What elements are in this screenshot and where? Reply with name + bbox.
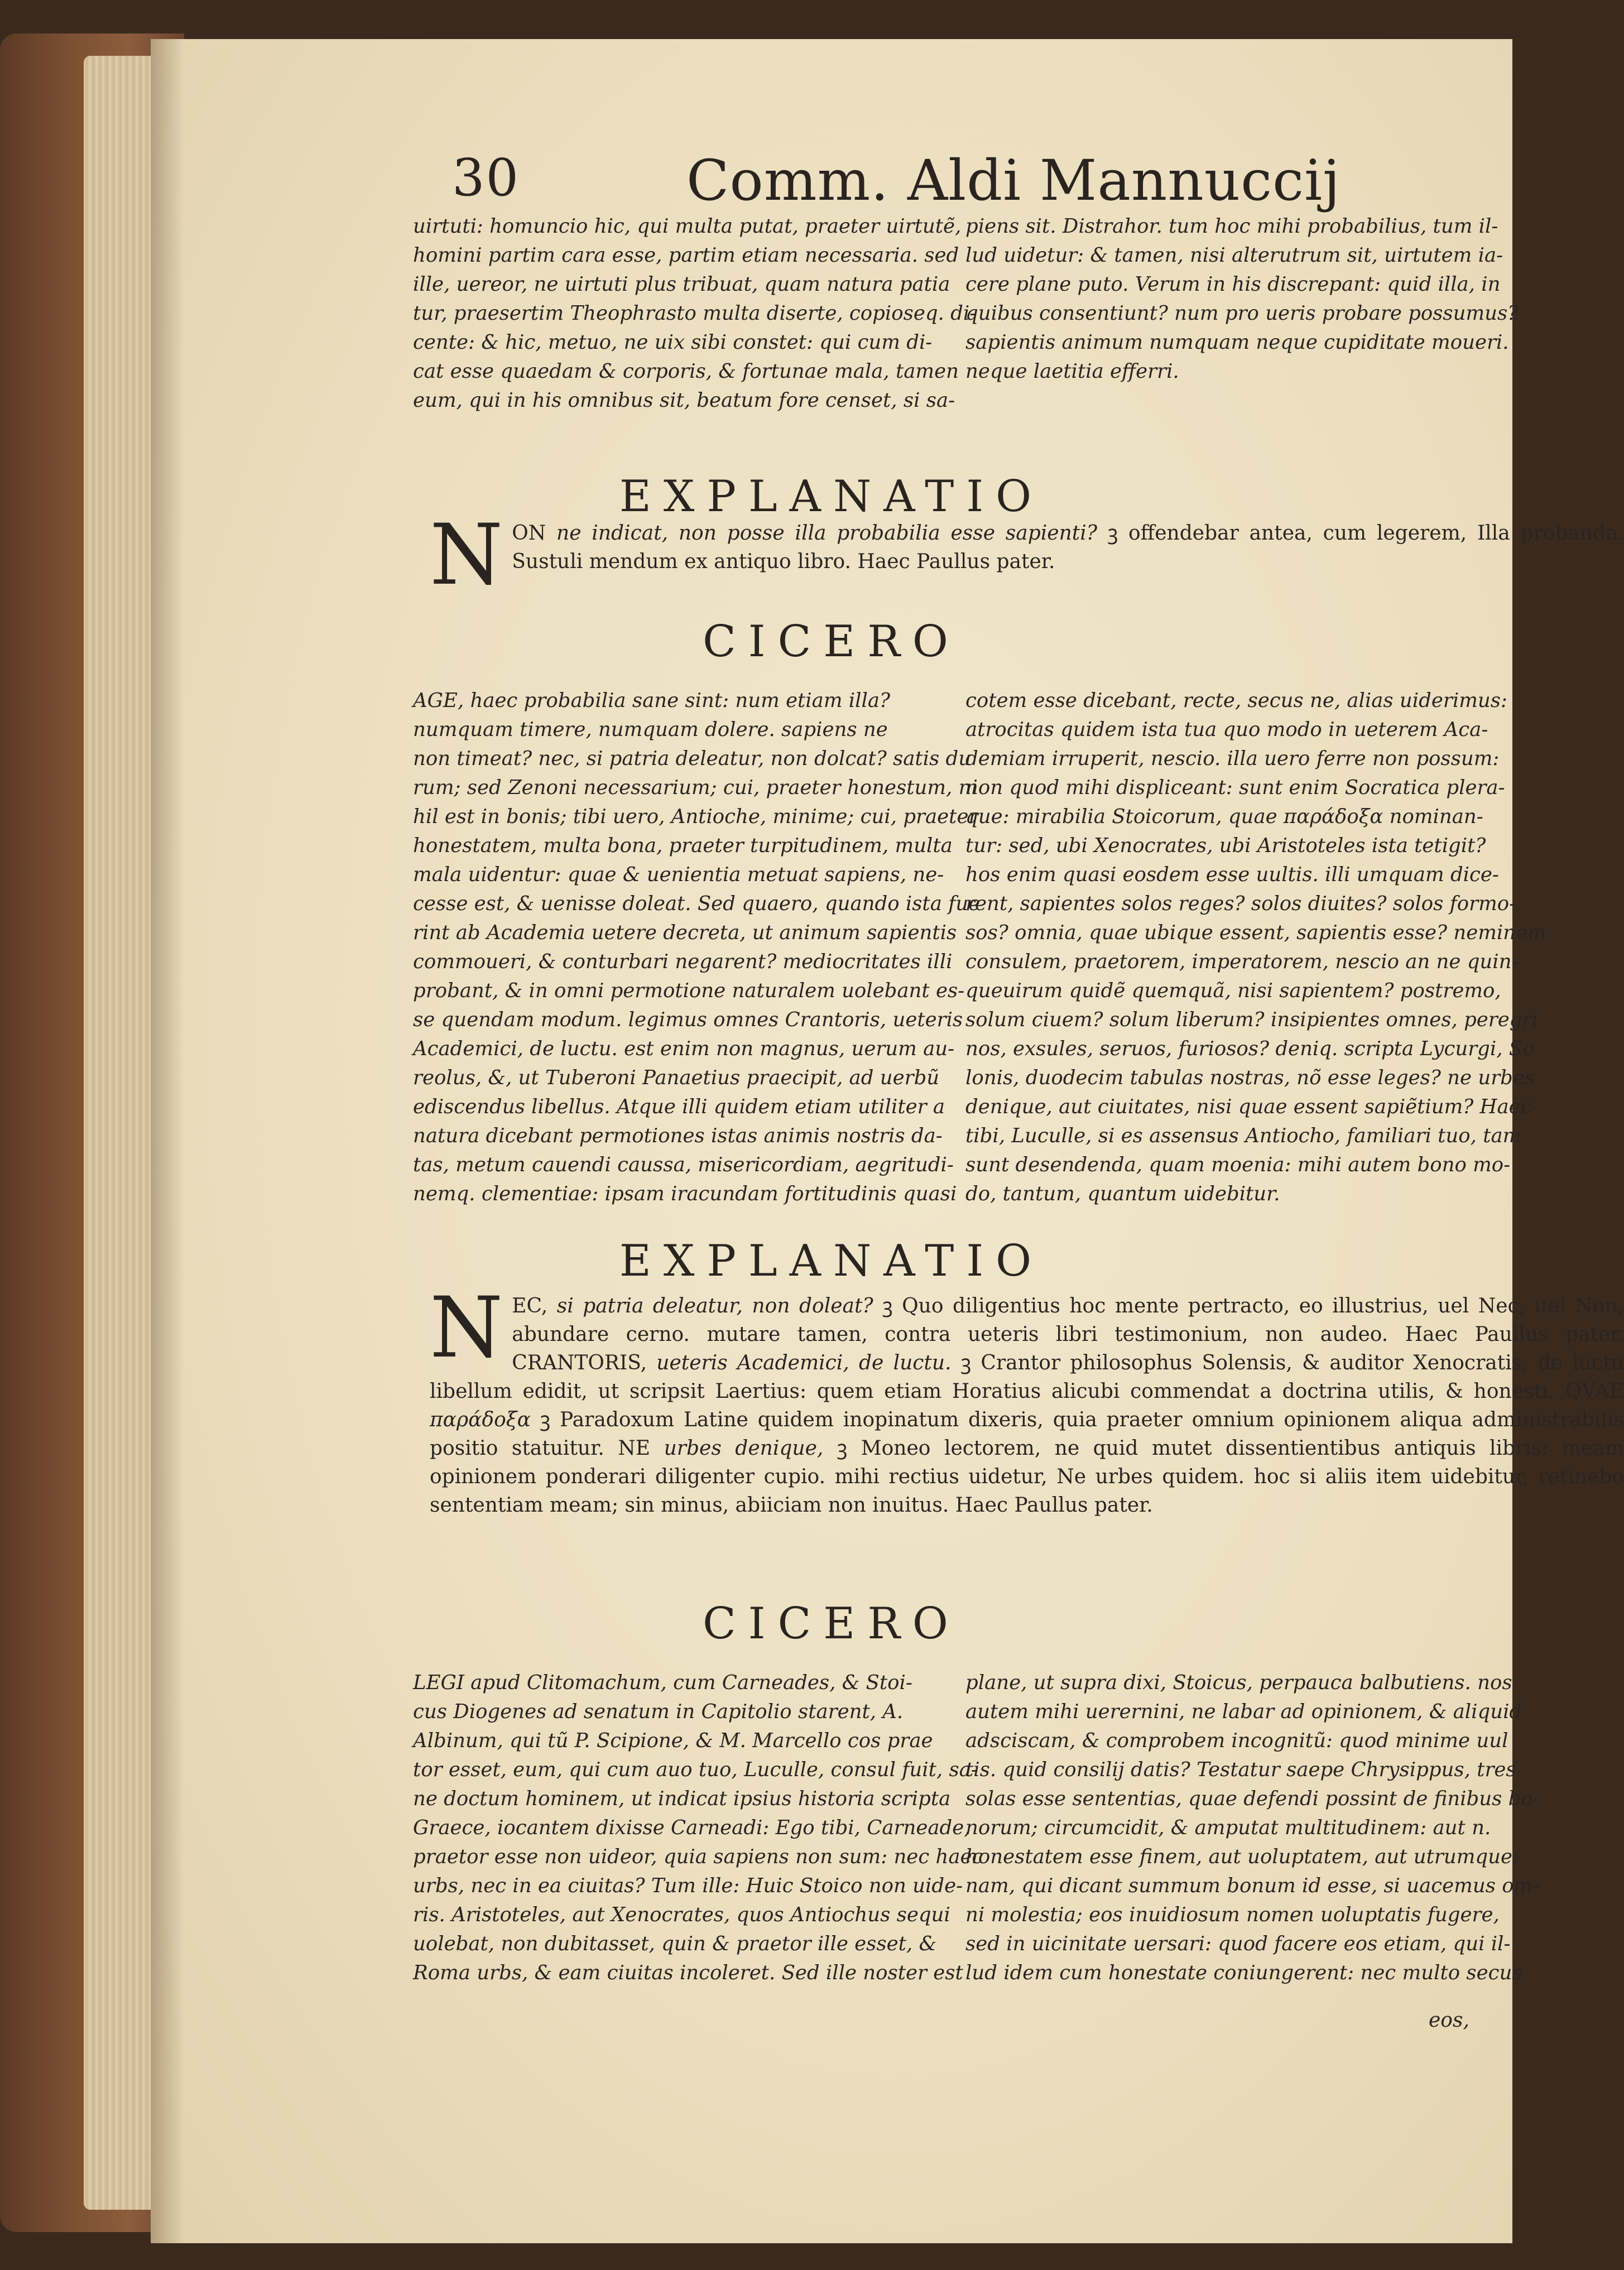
book-page: [151, 39, 1624, 2243]
text-line: LEGI apud Clitomachum, cum Carneades, & Stoi-: [413, 1671, 912, 1694]
text-line: quibus consentiunt? num pro ueris probare possumus?: [965, 302, 1519, 325]
text-line: Graece, iocantem dixisse Carneadi: Ego tibi, Carneade,: [413, 1816, 970, 1839]
explanatio-2-part: ꝫ Crantor philosophus Solensis, & auditor Xenocratis, de luctu libellum edidit, ut scripsit Laertius: quem etiam Horatius alicubi commendat a doctrina utilis, & honesti.: [430, 1352, 1624, 1403]
text-line: nemq. clementiae: ipsam iracundam fortitudinis quasi: [413, 1182, 957, 1205]
text-line: Roma urbs, & eam ciuitas incoleret. Sed ille noster est: [413, 1961, 963, 1984]
text-line: queuirum quidẽ quemquã, nisi sapientem? postremo,: [965, 979, 1501, 1002]
explanatio-1-lemma: ne indicat, non posse illa probabilia esse sapienti?: [556, 522, 1098, 545]
text-line: tur, praesertim Theophrasto multa diserte, copioseq. di-: [413, 302, 977, 325]
text-line: homini partim cara esse, partim etiam necessaria. sed: [413, 244, 959, 267]
text-line: tas, metum cauendi caussa, misericordiam, aegritudi-: [413, 1153, 954, 1176]
text-line: hil est in bonis; tibi uero, Antioche, minime; cui, praeter: [413, 805, 978, 828]
text-line: hos enim quasi eosdem esse uultis. illi umquam dice-: [965, 863, 1499, 886]
explanatio-1-commentary: ꝫ offendebar antea, cum legerem, Illa probanda. Sustuli mendum ex antiquo libro. Haec Paullus pater.: [512, 522, 1624, 573]
text-line: non timeat? nec, si patria deleatur, non dolcat? satis du: [413, 747, 972, 770]
text-line: natura dicebant permotiones istas animis nostris da-: [413, 1124, 943, 1147]
text-line: se quendam modum. legimus omnes Crantoris, ueteris: [413, 1008, 963, 1031]
text-line: tor esset, eum, qui cum auo tuo, Luculle, consul fuit, sa-: [413, 1758, 978, 1781]
text-line: adsciscam, & comprobem incognitũ: quod minime uul: [965, 1729, 1508, 1752]
text-line: rint ab Academia uetere decreta, ut animum sapientis: [413, 921, 957, 944]
text-line: uirtuti: homuncio hic, qui multa putat, praeter uirtutẽ,: [413, 215, 962, 238]
text-line: eum, qui in his omnibus sit, beatum fore censet, si sa-: [413, 389, 955, 412]
text-line: Academici, de luctu. est enim non magnus, uerum au-: [413, 1037, 955, 1060]
text-line: uolebat, non dubitasset, quin & praetor ille esset, &: [413, 1932, 937, 1955]
text-line: non quod mihi displiceant: sunt enim Socratica plera-: [965, 776, 1505, 799]
cicero-1-right-column: [965, 686, 1546, 1209]
text-line: honestatem esse finem, aut uoluptatem, aut utrumque:: [965, 1845, 1519, 1868]
text-line: urbs, nec in ea ciuitas? Tum ille: Huic Stoico non uide-: [413, 1874, 963, 1897]
text-line: atrocitas quidem ista tua quo modo in ueterem Aca-: [965, 718, 1488, 741]
explanatio-2-part: ꝫ Quo diligentius hoc mente pertracto, eo illustrius, uel Nec, uel Non, abundare cerno. mutare tamen, contra ueteris libri testimonium, non audeo. Haec Paullus pater.: [512, 1295, 1624, 1346]
explanatio-heading-2: EXPLANATIO: [619, 1236, 1044, 1286]
text-line: cente: & hic, metuo, ne uix sibi constet: qui cum di-: [413, 331, 933, 354]
explanatio-paragraph-2: [430, 1280, 1624, 1519]
text-line: sunt desendenda, quam moenia: mihi autem bono mo-: [965, 1153, 1511, 1176]
explanatio-2-part: EC,: [512, 1295, 548, 1317]
cicero-section-1: [413, 686, 1546, 1233]
text-line: sed in uicinitate uersari: quod facere eos etiam, qui il-: [965, 1932, 1511, 1955]
text-line: sapientis animum numquam neque cupiditate moueri.: [965, 331, 1509, 354]
explanatio-heading-1: EXPLANATIO: [619, 472, 1044, 522]
text-line: do, tantum, quantum uidebitur.: [965, 1182, 1280, 1205]
text-line: solas esse sententias, quae defendi possint de finibus bo-: [965, 1787, 1540, 1810]
text-line: honestatem, multa bona, praeter turpitudinem, multa: [413, 834, 953, 857]
text-line: lud uidetur: & tamen, nisi alterutrum sit, uirtutem ia-: [965, 244, 1503, 267]
text-line: solum ciuem? solum liberum? insipientes omnes, peregri: [965, 1008, 1538, 1031]
explanatio-1-lead: ON: [512, 522, 557, 545]
explanatio-2-part: si patria deleatur, non doleat?: [547, 1295, 873, 1317]
text-line: cotem esse dicebant, recte, secus ne, alias uiderimus:: [965, 689, 1507, 712]
text-line: cere plane puto. Verum in his discrepant: quid illa, in: [965, 273, 1501, 296]
text-line: ne doctum hominem, ut indicat ipsius historia scripta: [413, 1787, 951, 1810]
explanatio-2-part: CRANTORIS,: [512, 1352, 647, 1374]
text-line: cat esse quaedam & corporis, & fortunae mala, tamen: [413, 360, 959, 383]
cicero-heading-2: CICERO: [703, 1599, 960, 1649]
explanatio-2-part: ꝫ Paradoxum Latine quidem inopinatum dixeris, quia praeter omnium opinionem aliqua administrabilis positio statuitur.: [430, 1408, 1624, 1460]
section-1-left-column: [413, 212, 977, 415]
explanatio-2-part: urbes denique,: [650, 1437, 824, 1460]
catchword: eos,: [1429, 2009, 1469, 2032]
cicero-2-left-column: [413, 1668, 983, 1988]
text-line: consulem, praetorem, imperatorem, nescio an ne quin-: [965, 950, 1519, 973]
text-line: AGE, haec probabilia sane sint: num etiam illa?: [413, 689, 891, 712]
text-line: tis. quid consilij datis? Testatur saepe Chrysippus, tres: [965, 1758, 1516, 1781]
text-line: ni molestia; eos inuidiosum nomen uoluptatis fugere,: [965, 1903, 1500, 1926]
page-number: 30: [452, 148, 520, 208]
section-1-right-column: [965, 212, 1519, 386]
text-line: tur: sed, ubi Xenocrates, ubi Aristoteles ista tetigit?: [965, 834, 1486, 857]
text-line: ediscendus libellus. Atque illi quidem etiam utiliter a: [413, 1095, 945, 1118]
explanatio-2-part: NE: [618, 1437, 651, 1460]
text-line: cus Diogenes ad senatum in Capitolio starent, A.: [413, 1700, 904, 1723]
text-line: lud idem cum honestate coniungerent: nec multo secus: [965, 1961, 1522, 1984]
text-line: norum; circumcidit, & amputat multitudinem: aut n.: [965, 1816, 1491, 1839]
gutter-shadow: [151, 39, 184, 2243]
explanatio-paragraph-1: [430, 507, 1624, 604]
text-line: neque laetitia efferri.: [965, 360, 1179, 383]
explanatio-2-part: παράδοξα: [430, 1408, 531, 1431]
text-line: commoueri, & conturbari negarent? mediocritates illi: [413, 950, 953, 973]
text-line: demiam irruperit, nescio. illa uero ferre non possum:: [965, 747, 1500, 770]
explanatio-2-part: ꝫ Moneo lectorem, ne quid mutet dissentientibus antiquis libris: meam opinionem ponderari diligenter cupio. mihi rectius uidetur, Ne urbes quidem. hoc si aliis item uidebitur, retinebo sententiam meam; sin minus, abiiciam non inuitus. Haec Paullus pater.: [430, 1437, 1624, 1517]
text-line: denique, aut ciuitates, nisi quae essent sapiẽtium? Haec: [965, 1095, 1532, 1118]
text-line: Albinum, qui tũ P. Scipione, & M. Marcello cos prae: [413, 1729, 933, 1752]
cicero-heading-1: CICERO: [703, 617, 960, 667]
text-line: reolus, &, ut Tuberoni Panaetius praecipit, ad uerbũ: [413, 1066, 940, 1089]
text-line: tibi, Luculle, si es assensus Antiocho, familiari tuo, tam: [965, 1124, 1522, 1147]
text-line: piens sit. Distrahor. tum hoc mihi probabilius, tum il-: [965, 215, 1498, 238]
explanatio-2-part: QVAE: [1565, 1380, 1624, 1403]
cicero-2-right-column: [965, 1668, 1540, 1988]
text-line: cesse est, & uenisse doleat. Sed quaero, quando ista fue: [413, 892, 981, 915]
text-line: probant, & in omni permotione naturalem uolebant es-: [413, 979, 965, 1002]
text-line: sos? omnia, quae ubique essent, sapientis esse? neminem: [965, 921, 1546, 944]
drop-cap: N: [430, 1280, 503, 1377]
text-line: rum; sed Zenoni necessarium; cui, praeter honestum, ni: [413, 776, 978, 799]
text-line: praetor esse non uideor, quia sapiens non sum: nec haec: [413, 1845, 983, 1868]
explanatio-2-part: ueteris Academici, de luctu.: [647, 1352, 952, 1374]
text-line: ille, uereor, ne uirtuti plus tribuat, quam natura patia: [413, 273, 950, 296]
cicero-1-left-column: [413, 686, 981, 1209]
text-line: mala uidentur: quae & uenientia metuat sapiens, ne-: [413, 863, 944, 886]
text-line: autem mihi uerernini, ne labar ad opinionem, & aliquid: [965, 1700, 1522, 1723]
cicero-section-2: [413, 1668, 1540, 2014]
text-line: nos, exsules, seruos, furiosos? deniq. scripta Lycurgi, So: [965, 1037, 1535, 1060]
section-1: [413, 212, 1519, 452]
text-line: nam, qui dicant summum bonum id esse, si uacemus om-: [965, 1874, 1540, 1897]
text-line: ris. Aristoteles, aut Xenocrates, quos Antiochus sequi: [413, 1903, 950, 1926]
page-title: Comm. Aldi Mannuccij: [686, 148, 1341, 213]
drop-cap: N: [430, 507, 503, 604]
text-line: que: mirabilia Stoicorum, quae παράδοξα nominan-: [965, 805, 1483, 828]
text-line: rent, sapientes solos reges? solos diuites? solos formo-: [965, 892, 1516, 915]
text-line: numquam timere, numquam dolere. sapiens ne: [413, 718, 888, 741]
text-line: lonis, duodecim tabulas nostras, nõ esse leges? ne urbes: [965, 1066, 1535, 1089]
text-line: plane, ut supra dixi, Stoicus, perpauca balbutiens. nos: [965, 1671, 1512, 1694]
